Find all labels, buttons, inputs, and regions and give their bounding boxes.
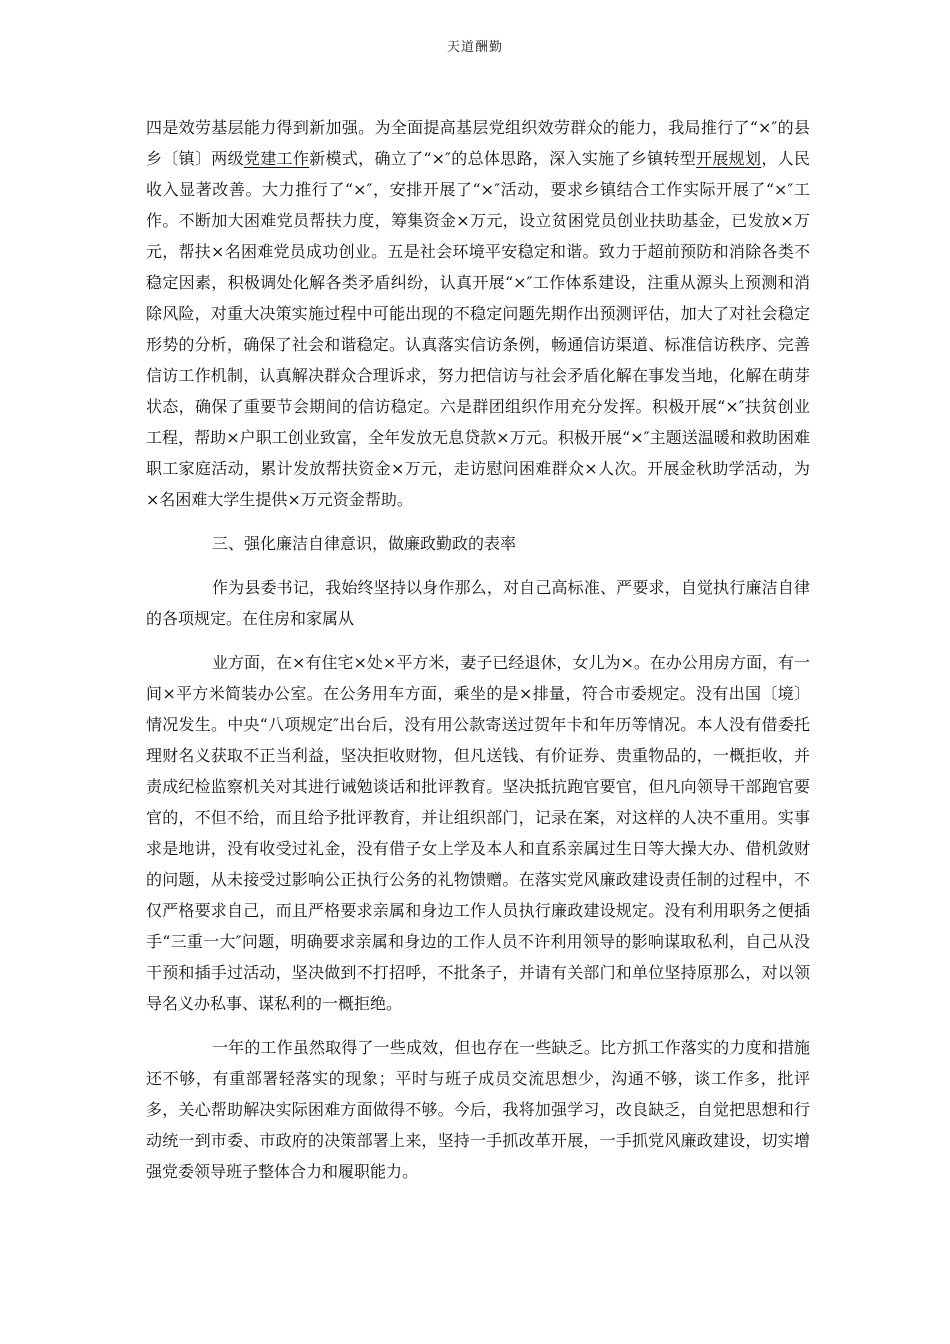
- page-header-title: 天道酬勤: [446, 40, 503, 55]
- paragraph-housing-and-conduct: 业方面，在×有住宅×处×平方米，妻子已经退休，女儿为×。在办公用房方面，有一间×平方米简装办公室。在公务用车方面，乘坐的是×排量，符合市委规定。没有出国〔境〕情况发生。中央“八项规定″出台后，没有用公款寄送过贺年卡和年历等情况。本人没有借委托理财名义获取不正当利益，坚决拒收财物，但凡送钱、有价证券、贵重物品的，一概拒收，并责成纪检监察机关对其进行诫勉谈话和批评教育。坚决抵抗跑官要官，但凡向领导干部跑官要官的，不但不给，而且给予批评教育，并让组织部门，记录在案，对这样的人决不重用。实事求是地讲，没有收受过礼金，没有借子女上学及本人和直系亲属过生日等大操大办、借机敛财的问题，从未接受过影响公正执行公务的礼物馈赠。在落实党风廉政建设责任制的过程中，不仅严格要求自己，而且严格要求亲属和身边工作人员执行廉政建设规定。没有利用职务之便插手“三重一大″问题，明确要求亲属和身边的工作人员不许利用领导的影响谋取私利，自己从没干预和插手过活动，坚决做到不打招呼，不批条子，并请有关部门和单位坚持原那么，对以领导名义办私事、谋私利的一概拒绝。: [146, 653, 810, 1013]
- paragraph-text: 四是效劳基层能力得到新加强。为全面提高基层党组织效劳群众的能力，我局推行了“×″的县乡〔镇〕两级: [146, 118, 810, 168]
- paragraph-text: ，人民收入显著改善。大力推行了“×″，安排开展了“×″活动，要求乡镇结合工作实际开展了“×″工作。不断加大困难党员帮扶力度，筹集资金×万元，设立贫困党员创业扶助基金，已发放×万元，帮扶×名困难党员成功创业。五是社会环境平安稳定和谐。致力于超前预防和消除各类不稳定因素，积极调处化解各类矛盾纠纷，认真开展“×″工作体系建设，注重从源头上预测和消除风险，对重大决策实施过程中可能出现的不稳定问题先期作出预测评估，加大了对社会稳定形势的分析，确保了社会和谐稳定。认真落实信访条例，畅通信访渠道、标准信访秩序、完善信访工作机制，认真解决群众合理诉求，努力把信访与社会矛盾化解在事发当地，化解在萌芽状态，确保了重要节会期间的信访稳定。六是群团组织作用充分发挥。积极开展“×″扶贫创业工程，帮助×户职工创业致富，全年发放无息贷款×万元。积极开展“×″主题送温暖和救助困难职工家庭活动，累计发放帮扶资金×万元，走访慰问困难群众×人次。开展金秋助学活动，为×名困难大学生提供×万元资金帮助。: [146, 149, 810, 509]
- paragraph-shortcomings: 一年的工作虽然取得了一些成效，但也存在一些缺乏。比方抓工作落实的力度和措施还不够，有重部署轻落实的现象；平时与班子成员交流思想少，沟通不够，谈工作多，批评多，关心帮助解决实际困难方面做得不够。今后，我将加强学习，改良缺乏，自觉把思想和行动统一到市委、市政府的决策部署上来，坚持一手抓改革开展，一手抓党风廉政建设，切实增强党委领导班子整体合力和履职能力。: [146, 1038, 810, 1181]
- party-building-link[interactable]: 党建工作: [243, 149, 310, 168]
- paragraph-text: 新模式，确立了“×″的总体思路，深入实施了乡镇转型: [309, 149, 697, 168]
- development-plan-link[interactable]: 开展规划: [696, 149, 762, 168]
- section-heading: 三、强化廉洁自律意识，做廉政勤政的表率: [212, 534, 517, 553]
- paragraph-grassroots-service: [146, 112, 810, 515]
- paragraph-self-discipline: 作为县委书记，我始终坚持以身作那么，对自己高标准、严要求，自觉执行廉洁自律的各项规定。在住房和家属从: [146, 578, 810, 628]
- document-body: [146, 112, 810, 1187]
